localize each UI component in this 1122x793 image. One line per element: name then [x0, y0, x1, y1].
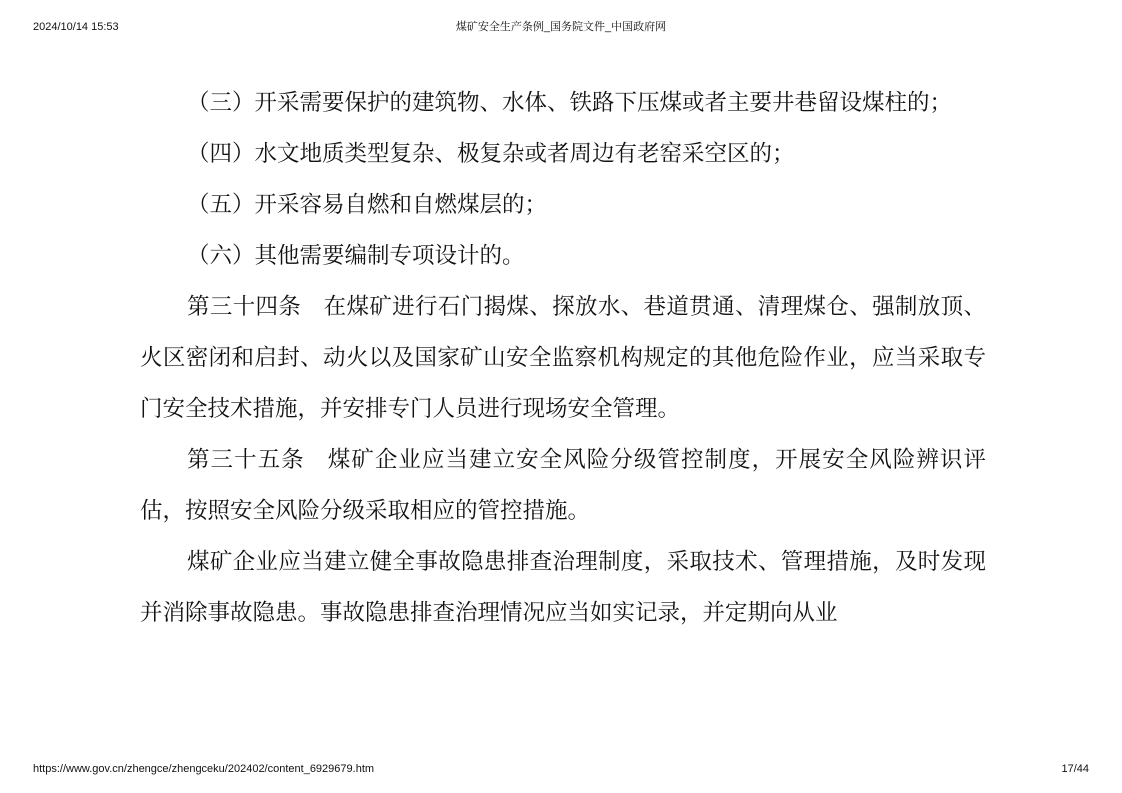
- article-35-number: 第三十五条: [187, 447, 305, 473]
- document-title: 煤矿安全生产条例_国务院文件_中国政府网: [455, 21, 667, 33]
- article-35-text: 煤矿企业应当建立安全风险分级管控制度，开展安全风险辨识评估，按照安全风险分级采取相应的管控措施。: [140, 447, 986, 524]
- clause-item-3: （三）开采需要保护的建筑物、水体、铁路下压煤或者主要井巷留设煤柱的；: [187, 90, 953, 116]
- article-34-number: 第三十四条: [187, 294, 302, 320]
- article-35: [140, 435, 986, 537]
- article-34: [140, 282, 986, 435]
- clause-item-4: （四）水文地质类型复杂、极复杂或者周边有老窑采空区的；: [187, 141, 795, 167]
- document-body: [140, 78, 986, 639]
- print-datetime: 2024/10/14 15:53: [33, 21, 119, 33]
- article-35-paragraph-2: 煤矿企业应当建立健全事故隐患排查治理制度，采取技术、管理措施，及时发现并消除事故隐患。事故隐患排查治理情况应当如实记录，并定期向从业: [140, 549, 986, 626]
- page-number: 17/44: [1061, 763, 1089, 775]
- page-url: https://www.gov.cn/zhengce/zhengceku/202402/content_6929679.htm: [33, 763, 375, 775]
- article-34-text: 在煤矿进行石门揭煤、探放水、巷道贯通、清理煤仓、强制放顶、火区密闭和启封、动火以及国家矿山安全监察机构规定的其他危险作业，应当采取专门安全技术措施，并安排专门人员进行现场安全管理。: [140, 294, 986, 422]
- clause-item-5: （五）开采容易自燃和自燃煤层的；: [187, 192, 548, 218]
- clause-item-6: （六）其他需要编制专项设计的。: [187, 243, 525, 269]
